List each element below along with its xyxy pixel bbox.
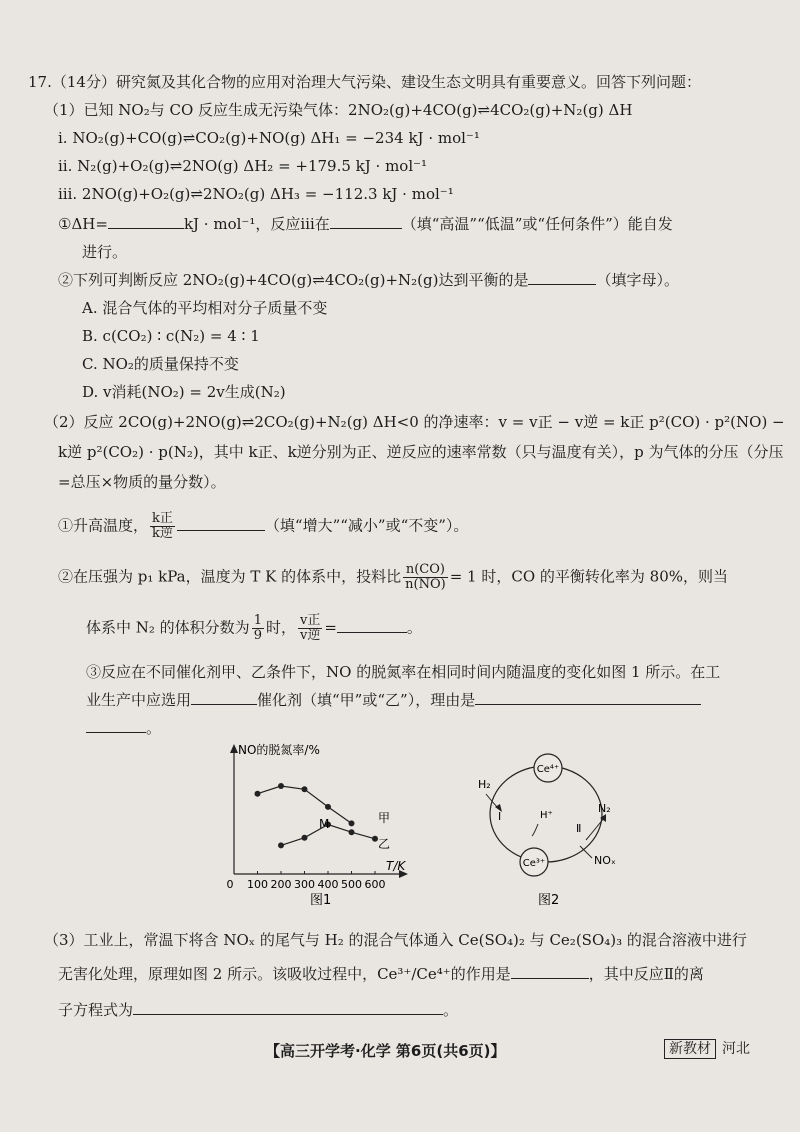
fraction-rate: $\frac{\text{v正}}{\text{v逆}}$	[299, 613, 321, 643]
question-2-3-end: 。	[86, 718, 161, 738]
ce4-label: Ce⁴⁺	[536, 764, 560, 775]
answer-blank[interactable]	[337, 618, 407, 633]
data-point	[302, 835, 308, 841]
figure-2-caption: 图2	[538, 893, 560, 908]
question-2-2: ②在压强为 p₁ kPa，温度为 T K 的体系中，投料比 $\frac{n(CO)}{n(NO)}$ = 1 时，CO 的平衡转化率为 80%，则当	[58, 562, 728, 592]
x-tick-label: 600	[364, 878, 386, 891]
answer-blank[interactable]	[330, 214, 402, 229]
x-axis-label: T/K	[386, 859, 406, 873]
answer-blank[interactable]	[177, 516, 265, 531]
question-2-3: ③反应在不同催化剂甲、乙条件下，NO 的脱氮率在相同时间内随温度的变化如图 1 所示。在工	[86, 663, 721, 681]
y-axis-label: NO的脱氮率/%	[238, 743, 320, 757]
part1-intro: （1）已知 NO₂与 CO 反应生成无污染气体：2NO₂(g)+4CO(g)⇌4CO₂(g)+N₂(g) ΔH	[44, 101, 633, 119]
series-label-jia: 甲	[378, 811, 391, 825]
figure-2-diagram	[460, 752, 630, 912]
hplus-arrow	[532, 824, 538, 836]
region-label: 河北	[722, 1041, 750, 1057]
part2-line2: k逆 p²(CO₂) · p(N₂)，其中 k正、k逆分别为正、逆反应的速率常数（只与温度有关），p 为气体的分压（分压	[58, 443, 784, 461]
n2-label: N₂	[598, 802, 611, 815]
reaction-2-label: Ⅱ	[576, 822, 582, 835]
x-tick-label: 200	[270, 878, 292, 891]
answer-blank[interactable]	[108, 214, 184, 229]
part3-line2: 无害化处理，原理如图 2 所示。该吸收过程中，Ce³⁺/Ce⁴⁺的作用是 ，其中反应Ⅱ的离	[58, 965, 704, 983]
reaction-1-label: Ⅰ	[498, 810, 502, 823]
answer-blank[interactable]	[86, 718, 146, 733]
data-point	[349, 829, 355, 835]
part3-line1: （3）工业上，常温下将含 NOₓ 的尾气与 H₂ 的混合气体通入 Ce(SO₄)₂ 与 Ce₂(SO₄)₃ 的混合溶液中进行	[44, 931, 747, 949]
question-17-header: 17.（14分）研究氮及其化合物的应用对治理大气污染、建设生态文明具有重要意义。回答下列问题：	[28, 73, 701, 91]
part2-line3: =总压×物质的量分数）。	[58, 473, 226, 491]
data-point	[302, 786, 308, 792]
x-tick-label: 500	[341, 878, 362, 891]
fraction-volume: $\frac{1}{9}$	[253, 613, 262, 643]
data-point	[278, 783, 284, 789]
point-m-label: M	[319, 817, 330, 831]
question-2-3-cont: 业生产中应选用 催化剂（填“甲”或“乙”），理由是	[86, 690, 701, 710]
question-1-2: ②下列可判断反应 2NO₂(g)+4CO(g)⇌4CO₂(g)+N₂(g)达到平衡的是 （填字母）。	[58, 271, 679, 289]
x-tick-label: 400	[317, 878, 339, 891]
answer-blank[interactable]	[511, 964, 589, 979]
answer-blank[interactable]	[191, 690, 257, 705]
new-textbook-tag: 新教材	[664, 1039, 716, 1059]
hplus-label: H⁺	[540, 810, 553, 821]
option-c: C. NO₂的质量保持不变	[82, 355, 239, 373]
ce3-label: Ce³⁺	[522, 858, 546, 869]
h2-label: H₂	[478, 778, 491, 791]
question-1-1-cont: 进行。	[82, 243, 128, 261]
option-d: D. v消耗(NO₂) = 2v生成(N₂)	[82, 383, 286, 401]
data-point	[278, 842, 284, 848]
fraction-k: $\frac{\text{k正}}{\text{k逆}}$	[152, 511, 173, 541]
part3-line3: 子方程式为 。	[58, 1001, 459, 1019]
x-tick-label: 100	[247, 878, 268, 891]
figure-1-chart	[200, 738, 410, 908]
nox-label: NOₓ	[594, 854, 616, 867]
fraction-ratio: $\frac{n(CO)}{n(NO)}$	[405, 562, 446, 592]
figure-1-caption: 图1	[310, 893, 332, 908]
data-point	[349, 820, 355, 826]
origin-label: 0	[226, 878, 234, 891]
y-axis-arrow	[230, 744, 238, 753]
series-label-yi: 乙	[378, 837, 391, 851]
data-point	[255, 791, 261, 797]
equation-iii: ⅲ. 2NO(g)+O₂(g)⇌2NO₂(g) ΔH₃ = −112.3 kJ · mol⁻¹	[58, 185, 454, 203]
answer-blank[interactable]	[475, 690, 701, 705]
question-1-1: ①ΔH= kJ · mol⁻¹，反应ⅲ在 （填“高温”“低温”或“任何条件”）能自发	[58, 215, 673, 233]
equation-i: ⅰ. NO₂(g)+CO(g)⇌CO₂(g)+NO(g) ΔH₁ = −234 kJ · mol⁻¹	[58, 129, 480, 147]
x-tick-label: 300	[294, 878, 315, 891]
data-point	[325, 804, 331, 810]
equation-ii: ⅱ. N₂(g)+O₂(g)⇌2NO(g) ΔH₂ = +179.5 kJ · mol⁻¹	[58, 157, 428, 175]
option-b: B. c(CO₂) ∶ c(N₂) = 4 ∶ 1	[82, 327, 260, 345]
part2-line1: （2）反应 2CO(g)+2NO(g)⇌2CO₂(g)+N₂(g) ΔH<0 的净速率：v = v正 − v逆 = k正 p²(CO) · p²(NO) −	[44, 413, 785, 431]
edition-badge	[664, 1038, 750, 1058]
answer-blank[interactable]	[528, 270, 596, 285]
answer-blank[interactable]	[133, 1000, 443, 1015]
page-footer: 【高三开学考·化学 第6页(共6页)】	[265, 1042, 506, 1060]
question-2-2-cont: 体系中 N₂ 的体积分数为 $\frac{1}{9}$ 时， $\frac{\text{v正}}{\text{v逆}}$ = 。	[86, 613, 422, 643]
option-a: A. 混合气体的平均相对分子质量不变	[82, 299, 328, 317]
question-2-1: ①升高温度， $\frac{\text{k正}}{\text{k逆}}$ （填“增大”“减小”或“不变”）。	[58, 511, 469, 541]
